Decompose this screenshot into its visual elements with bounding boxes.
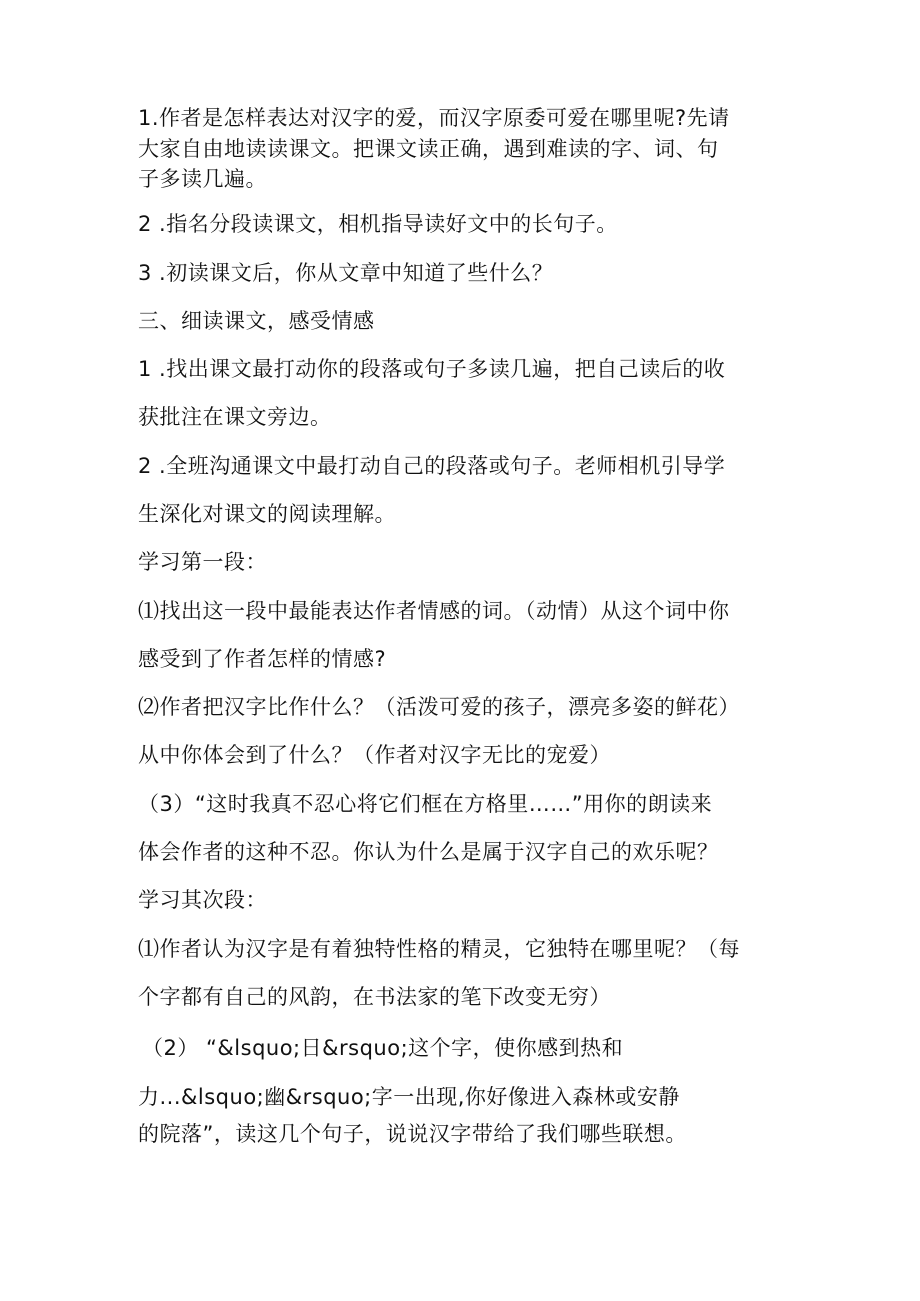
- paragraph-line: 力...&lsquo;幽&rsquo;字一出现,你好像进入森林或安静: [138, 1085, 680, 1109]
- paragraph-line: 3 .初读课文后，你从文章中知道了些什么？: [138, 261, 554, 285]
- subsection-heading: 学习第一段：: [138, 550, 267, 574]
- paragraph-line: 个字都有自己的风韵，在书法家的笔下改变无穷）: [138, 985, 611, 1009]
- paragraph-line: 1 .找出课文最打动你的段落或句子多读几遍，把自己读后的收: [138, 357, 726, 381]
- paragraph-line: 2 .指名分段读课文，相机指导读好文中的长句子。: [138, 212, 618, 236]
- paragraph-line: （2） “&lsquo;日&rsquo;这个字，使你感到热和: [142, 1036, 624, 1060]
- paragraph-line: 大家自由地读读课文。把课文读正确，遇到难读的字、词、句: [138, 137, 719, 161]
- paragraph-line: ⑴找出这一段中最能表达作者情感的词。（动情）从这个词中你: [138, 599, 730, 623]
- paragraph-line: 获批注在课文旁边。: [138, 405, 332, 429]
- paragraph-line: 生深化对课文的阅读理解。: [138, 502, 396, 526]
- section-heading: 三、细读课文，感受情感: [138, 309, 375, 333]
- paragraph-line: 的院落”，读这几个句子，说说汉字带给了我们哪些联想。: [138, 1122, 687, 1146]
- paragraph-line: 体会作者的这种不忍。你认为什么是属于汉字自己的欢乐呢？: [138, 840, 719, 864]
- paragraph-line: ⑴作者认为汉字是有着独特性格的精灵，它独特在哪里呢？（每: [138, 937, 740, 961]
- paragraph-line: 子多读几遍。: [138, 167, 267, 191]
- paragraph-line: （3）“这时我真不忍心将它们框在方格里……”用你的朗读来: [138, 792, 713, 816]
- subsection-heading: 学习其次段：: [138, 888, 267, 912]
- paragraph-line: 1.作者是怎样表达对汉字的爱，而汉字原委可爱在哪里呢?先请: [138, 106, 730, 130]
- paragraph-line: 感受到了作者怎样的情感?: [138, 647, 387, 671]
- paragraph-line: 2 .全班沟通课文中最打动自己的段落或句子。老师相机引导学: [138, 454, 726, 478]
- paragraph-line: 从中你体会到了什么？（作者对汉字无比的宠爱）: [138, 743, 611, 767]
- paragraph-line: ⑵作者把汉字比作什么？（活泼可爱的孩子，漂亮多姿的鲜花）: [138, 695, 740, 719]
